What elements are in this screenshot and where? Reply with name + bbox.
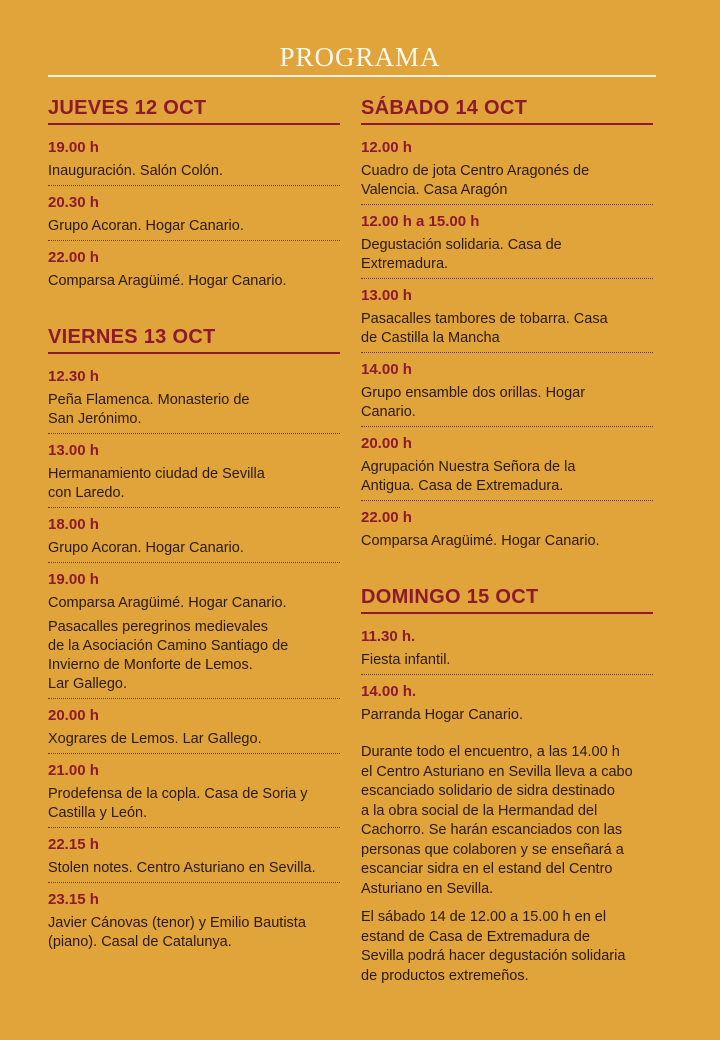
event-time: 11.30 h.: [361, 628, 416, 645]
event-item: [48, 516, 340, 563]
event-description: Pasacalles peregrinos medievales de la Asociación Camino Santiago de Invierno de Monforte de Lemos. Lar Gallego.: [48, 619, 289, 692]
event-description: Grupo ensamble dos orillas. Hogar Canario.: [361, 385, 586, 420]
page-title: PROGRAMA: [279, 42, 441, 72]
event-time: 19.00 h: [48, 139, 99, 156]
event-description: Degustación solidaria. Casa de Extremadura.: [361, 237, 562, 272]
title-divider: [48, 75, 656, 77]
event-description: Pasacalles tambores de tobarra. Casa de Castilla la Mancha: [361, 311, 608, 346]
event-item: [48, 836, 340, 883]
event-item: [361, 683, 653, 729]
event-item: [48, 368, 340, 434]
event-description: Cuadro de jota Centro Aragonés de Valencia. Casa Aragón: [361, 163, 590, 198]
day-spacer: [361, 563, 653, 585]
event-description: Fiesta infantil.: [361, 652, 451, 668]
event-description: Grupo Acoran. Hogar Canario.: [48, 218, 244, 234]
event-item: [361, 628, 653, 675]
event-item: [48, 139, 340, 186]
day-heading: DOMINGO 15 OCT: [361, 585, 653, 614]
event-time: 13.00 h: [48, 442, 99, 459]
note-paragraph: El sábado 14 de 12.00 a 15.00 h en el estand de Casa de Extremadura de Sevilla podrá hacer degustación solidaria de productos extremeños.: [361, 909, 626, 984]
event-description: Comparsa Aragüimé. Hogar Canario.: [48, 273, 287, 289]
event-item: [361, 509, 653, 555]
day-spacer: [48, 303, 340, 325]
event-description: Agrupación Nuestra Señora de la Antigua. Casa de Extremadura.: [361, 459, 576, 494]
event-time: 12.30 h: [48, 368, 99, 385]
event-item: [48, 571, 340, 699]
left-column: [48, 96, 340, 964]
event-item: [48, 194, 340, 241]
event-description: Parranda Hogar Canario.: [361, 707, 524, 723]
event-time: 22.00 h: [48, 249, 99, 266]
event-item: [48, 707, 340, 754]
event-description: Grupo Acoran. Hogar Canario.: [48, 540, 244, 556]
event-time: 19.00 h: [48, 571, 99, 588]
event-time: 22.00 h: [361, 509, 412, 526]
event-item: [361, 361, 653, 427]
event-item: [48, 249, 340, 295]
event-description: Comparsa Aragüimé. Hogar Canario.: [48, 595, 287, 611]
event-description: Prodefensa de la copla. Casa de Soria y Castilla y León.: [48, 786, 308, 821]
event-item: [361, 213, 653, 279]
event-time: 22.15 h: [48, 836, 99, 853]
event-item: [48, 442, 340, 508]
event-item: [361, 435, 653, 501]
event-item: [48, 891, 340, 956]
event-description: Stolen notes. Centro Asturiano en Sevilla.: [48, 860, 316, 876]
event-time: 23.15 h: [48, 891, 99, 908]
event-time: 14.00 h: [361, 361, 412, 378]
event-time: 14.00 h.: [361, 683, 417, 700]
event-time: 20.00 h: [48, 707, 99, 724]
event-time: 21.00 h: [48, 762, 99, 779]
event-item: [361, 287, 653, 353]
event-time: 12.00 h a 15.00 h: [361, 213, 480, 230]
event-description: Inauguración. Salón Colón.: [48, 163, 223, 179]
event-time: 20.00 h: [361, 435, 412, 452]
day-heading: JUEVES 12 OCT: [48, 96, 340, 125]
event-time: 20.30 h: [48, 194, 99, 211]
event-item: [48, 762, 340, 828]
event-time: 13.00 h: [361, 287, 412, 304]
event-time: 12.00 h: [361, 139, 412, 156]
note-paragraph: Durante todo el encuentro, a las 14.00 h el Centro Asturiano en Sevilla lleva a cabo escanciado solidario de sidra destinado a la obra social de la Hermandad del Cachorro. Se harán escanciados con las personas que colaboren y se enseñará a escanciar sidra en el estand del Centro Asturiano en Sevilla.: [361, 744, 633, 897]
notes-section: [361, 743, 653, 986]
event-description: Xograres de Lemos. Lar Gallego.: [48, 731, 262, 747]
event-description: Comparsa Aragüimé. Hogar Canario.: [361, 533, 600, 549]
event-description: Hermanamiento ciudad de Sevilla con Laredo.: [48, 466, 265, 501]
event-description: Javier Cánovas (tenor) y Emilio Bautista (piano). Casal de Catalunya.: [48, 915, 306, 950]
day-heading: SÁBADO 14 OCT: [361, 96, 653, 125]
event-item: [361, 139, 653, 205]
day-heading: VIERNES 13 OCT: [48, 325, 340, 354]
event-time: 18.00 h: [48, 516, 99, 533]
right-column: [361, 96, 653, 995]
event-description: Peña Flamenca. Monasterio de San Jerónimo.: [48, 392, 250, 427]
